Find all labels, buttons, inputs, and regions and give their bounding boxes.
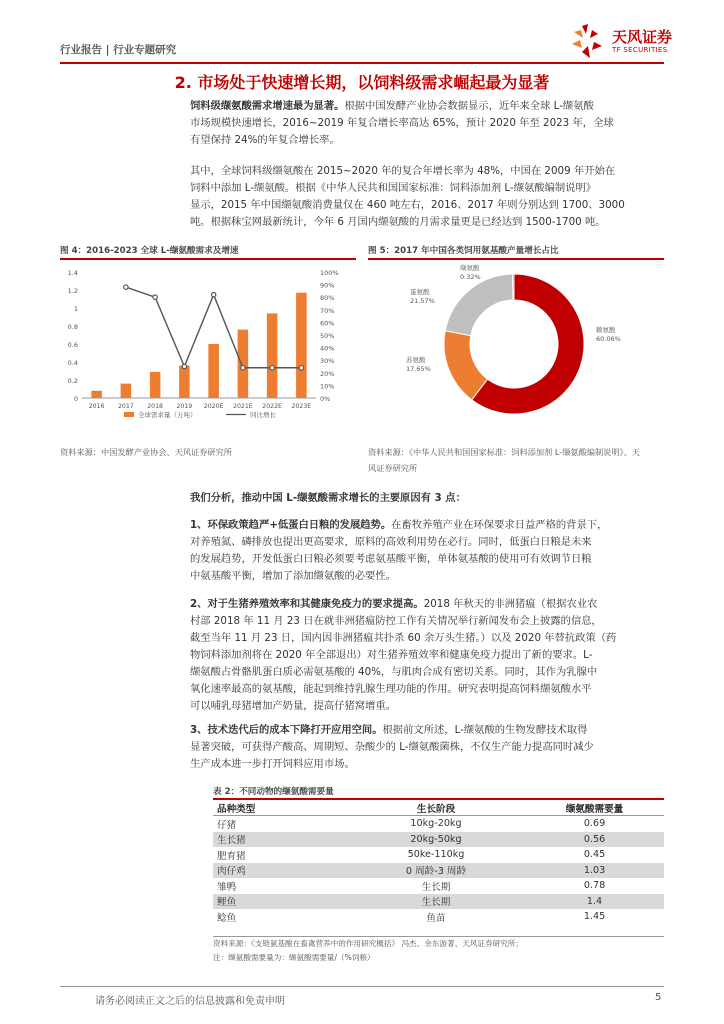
- point-3-line: 显著突破，可获得产酸高、周期短、杂酸少的 L-缬氨酸菌株，不仅生产能力提高同时减少: [190, 741, 594, 753]
- table-cell: 生长期: [421, 881, 451, 893]
- paragraph-2-line: 其中，全球饲料级缬氨酸在 2015~2020 年的复合年增长率为 48%，中国在 2009 年开始在: [190, 165, 616, 177]
- x-tick-label: 2018: [147, 403, 163, 410]
- logo-text: 天风证券: [612, 28, 673, 46]
- slice-label: 缬氨酸: [460, 264, 480, 272]
- table-cell: 生长猪: [213, 832, 347, 848]
- right-tick-label: 40%: [320, 344, 335, 353]
- figure-4-source: 资料来源：中国发酵产业协会、天风证券研究所: [60, 447, 232, 457]
- paragraph-1-line: 根据中国发酵产业协会数据显示，近年来全球 L-缬氨酸: [344, 100, 594, 112]
- analysis-point-1: [190, 517, 664, 585]
- requirement-table: [213, 801, 664, 925]
- figure-5-caption: 图 5：2017 年中国各类饲用氨基酸产量增长占比: [368, 246, 559, 256]
- table-row: [213, 894, 664, 910]
- table-header-row: [213, 801, 664, 816]
- right-tick-label: 80%: [320, 294, 335, 303]
- section-title: 2. 市场处于快速增长期，以饲料级需求崛起最为显著: [174, 73, 550, 92]
- point-2-line: 氧化速率最高的氨基酸，能起到维持乳腺生理功能的作用。研究表明提高饲料缬氨酸水平: [190, 683, 592, 695]
- point-1-line: 对养殖氮、磷排放也提出更高要求，原料的高效利用势在必行。同时，低蛋白日粮是未来: [190, 536, 592, 548]
- table-row: [213, 878, 664, 894]
- x-tick-label: 2021E: [233, 403, 253, 410]
- x-tick-label: 2022E: [262, 403, 282, 410]
- table-cell: 1.03: [521, 863, 664, 879]
- right-tick-label: 100%: [320, 269, 339, 277]
- column-header: 缬氨酸需要量: [521, 801, 664, 816]
- bar: [121, 384, 132, 398]
- right-tick-label: 30%: [320, 357, 335, 366]
- page-number: 5: [655, 992, 662, 1003]
- logo-subtext: TF SECURITIES: [612, 46, 668, 54]
- table-row: [213, 909, 664, 925]
- slice-label: 蛋氨酸: [410, 288, 430, 296]
- slice-label: 赖氨酸: [596, 326, 616, 334]
- table-cell: 鲶鱼: [217, 912, 237, 924]
- analysis-intro: 我们分析，推动中国 L-缬氨酸需求增长的主要原因有 3 点：: [190, 492, 466, 504]
- paragraph-1-line: 有望保持 24%的年复合增长率。: [190, 134, 340, 146]
- line-point: [182, 364, 186, 368]
- line-point: [211, 292, 215, 296]
- line-point: [299, 366, 303, 370]
- table-cell: 50ke-110kg: [407, 849, 465, 861]
- table-cell: 肥育猪: [217, 850, 246, 862]
- figure-5-rule: [368, 258, 664, 260]
- right-tick-label: 60%: [320, 319, 335, 328]
- footer-disclaimer: 请务必阅读正文之后的信息披露和免责申明: [95, 996, 285, 1007]
- bar: [296, 293, 307, 398]
- breadcrumb: 行业报告 | 行业专题研究: [60, 44, 177, 56]
- line-point: [153, 295, 157, 299]
- table-row: [213, 832, 664, 848]
- legend-bar-swatch: [124, 412, 134, 417]
- amino-acid-share-chart: [368, 262, 664, 440]
- column-header: 品种类型: [213, 801, 347, 816]
- left-tick-label: 1: [73, 305, 78, 313]
- point-3-lead: 3、技术迭代后的成本下降打开应用空间。: [190, 724, 383, 736]
- right-tick-label: 20%: [320, 369, 335, 378]
- right-tick-label: 0%: [320, 395, 331, 403]
- donut-slice: [445, 274, 513, 336]
- bar: [150, 372, 161, 398]
- table-cell: 1.4: [521, 894, 664, 910]
- table-row: [213, 863, 664, 879]
- table-cell: 10kg-20kg: [410, 818, 462, 830]
- x-tick-label: 2016: [88, 403, 105, 410]
- point-2-line: 截至当年 11 月 23 日，国内因非洲猪瘟共扑杀 60 余万头生猪。）以及 2020 年替抗政策（药: [190, 632, 617, 644]
- point-3-line: 根据前文所述，L-缬氨酸的生物发酵技术取得: [382, 724, 588, 736]
- table-row: [213, 847, 664, 863]
- paragraph-2-line: 吨。根据秣宝网最新统计，今年 6 月国内缬氨酸的月需求量更是已经达到 1500-1700 吨。: [190, 216, 606, 228]
- point-2-line: 物饲料添加剂将在 2020 年全部退出）对生猪养殖效率和健康免疫力提出了新的要求。L-: [190, 649, 593, 661]
- bar: [91, 391, 102, 398]
- legend-bar-label: 全球需求量（万吨）: [138, 411, 197, 419]
- paragraph-1-lead: 饲料级缬氨酸需求增速最为显著。: [190, 100, 345, 112]
- x-tick-label: 2017: [118, 403, 134, 410]
- table-2-caption: 表 2：不同动物的缬氨酸需要量: [213, 787, 334, 797]
- paragraph-2-line: 饲料中添加 L-缬氨酸。根据《中华人民共和国国家标准：饲料添加剂 L-缬氨酸编制说明》: [190, 182, 597, 194]
- table-cell: 雏鸭: [217, 881, 237, 893]
- analysis-point-2: [190, 596, 664, 715]
- column-header: 生长阶段: [347, 801, 521, 816]
- table-cell: 0.78: [583, 880, 606, 892]
- left-tick-label: 0.4: [67, 359, 78, 367]
- x-tick-label: 2023E: [291, 403, 312, 410]
- logo-icon: [568, 22, 612, 62]
- table-2-note: 注：缬氨酸需要量为：缬氨酸需要量/（%饲粮）: [213, 953, 375, 962]
- left-tick-label: 0.2: [67, 377, 78, 385]
- right-tick-label: 70%: [320, 306, 335, 315]
- left-tick-label: 0.8: [67, 323, 78, 331]
- point-1-lead: 1、环保政策趋严+低蛋白日粮的发展趋势。: [190, 519, 392, 531]
- line-point: [270, 366, 274, 370]
- slice-value-label: 0.32%: [460, 273, 481, 281]
- table-cell: 鱼苗: [426, 912, 446, 924]
- left-tick-label: 1.4: [67, 269, 78, 277]
- paragraph-2-line: 显示，2015 年中国缬氨酸消费量仅在 460 吨左右，2016、2017 年则分别达到 1700、3000: [190, 199, 625, 211]
- footer-rule: [60, 986, 664, 987]
- line-point: [124, 285, 128, 289]
- table-2-source: 资料来源：《支链氨基酸在畜禽营养中的作用研究概括》 冯杰、余东游著、天风证券研究所；: [213, 939, 523, 948]
- line-point: [241, 366, 245, 370]
- right-tick-label: 10%: [320, 382, 335, 391]
- header-rule: [60, 62, 664, 64]
- table-cell: 生长期: [347, 894, 521, 910]
- right-tick-label: 50%: [320, 332, 335, 340]
- table-cell: 0.69: [583, 818, 606, 830]
- figure-5-source-line-1: 资料来源：《中华人民共和国国家标准：饲料添加剂 L-缬氨酸编制说明》、天: [368, 447, 640, 457]
- table-cell: 0 周龄-3 周龄: [347, 863, 521, 879]
- x-tick-label: 2020E: [203, 403, 224, 410]
- point-2-line: 2018 年秋天的非洲猪瘟（根据农业农: [423, 598, 598, 610]
- bar: [267, 313, 278, 398]
- table-cell: 0.56: [521, 832, 664, 848]
- bar: [238, 330, 249, 398]
- paragraph-2: [190, 163, 664, 231]
- point-1-line: 在畜牧养殖产业在环保要求日益严格的背景下，: [391, 519, 608, 531]
- table-cell: 1.45: [583, 911, 606, 923]
- point-1-line: 的发展趋势，开发低蛋白日粮必须要考虑氨基酸平衡，单体氨基酸的使用可有效调节日粮: [190, 553, 592, 565]
- table-row: [213, 816, 664, 832]
- paragraph-1: [190, 98, 664, 149]
- point-2-lead: 2、对于生猪养殖效率和其健康免疫力的要求提高。: [190, 598, 424, 610]
- point-3-line: 生产成本进一步打开饲料应用市场。: [190, 758, 355, 770]
- left-tick-label: 1.2: [67, 287, 78, 295]
- figure-5-source-line-2: 风证券研究所: [368, 463, 418, 473]
- point-2-line: 村部 2018 年 11 月 23 日在就非洲猪瘟防控工作有关情况举行新闻发布会上披露的信息，: [190, 615, 602, 627]
- figure-4-rule: [60, 258, 356, 260]
- slice-value-label: 17.65%: [406, 365, 431, 373]
- bar: [179, 366, 190, 398]
- table-cell: 20kg-50kg: [347, 832, 521, 848]
- table-cell: 鲤鱼: [213, 894, 347, 910]
- slice-value-label: 21.57%: [410, 297, 435, 305]
- point-1-line: 中氨基酸平衡，增加了添加缬氨酸的必要性。: [190, 570, 396, 582]
- slice-label: 苏氨酸: [406, 356, 426, 364]
- left-tick-label: 0: [73, 395, 78, 403]
- paragraph-1-line: 市场规模快速增长，2016~2019 年复合增长率高达 65%，预计 2020 年至 2023 年，全球: [190, 117, 614, 129]
- legend-line-label: 同比增长: [250, 411, 276, 419]
- bar: [208, 344, 219, 398]
- table-2-rule: [213, 798, 664, 800]
- table-cell: 肉仔鸡: [213, 863, 347, 879]
- slice-value-label: 60.06%: [596, 335, 621, 343]
- figure-4-caption: 图 4：2016-2023 全球 L-缬氨酸需求及增速: [60, 246, 239, 256]
- donut-slice: [513, 274, 514, 300]
- demand-growth-chart: [60, 262, 356, 440]
- point-2-line: 可以哺乳母猪增加产奶量，提高仔猪窝增重。: [190, 700, 396, 712]
- table-cell: 0.45: [583, 849, 606, 861]
- x-tick-label: 2019: [176, 403, 193, 410]
- table-cell: 仔猪: [217, 819, 237, 831]
- left-tick-label: 0.6: [67, 341, 78, 349]
- right-tick-label: 90%: [320, 281, 335, 290]
- point-2-line: 缬氨酸占骨骼肌蛋白质必需氨基酸的 40%，与肌肉合成有密切关系。同时，其作为乳腺中: [190, 666, 598, 678]
- analysis-point-3: [190, 722, 664, 773]
